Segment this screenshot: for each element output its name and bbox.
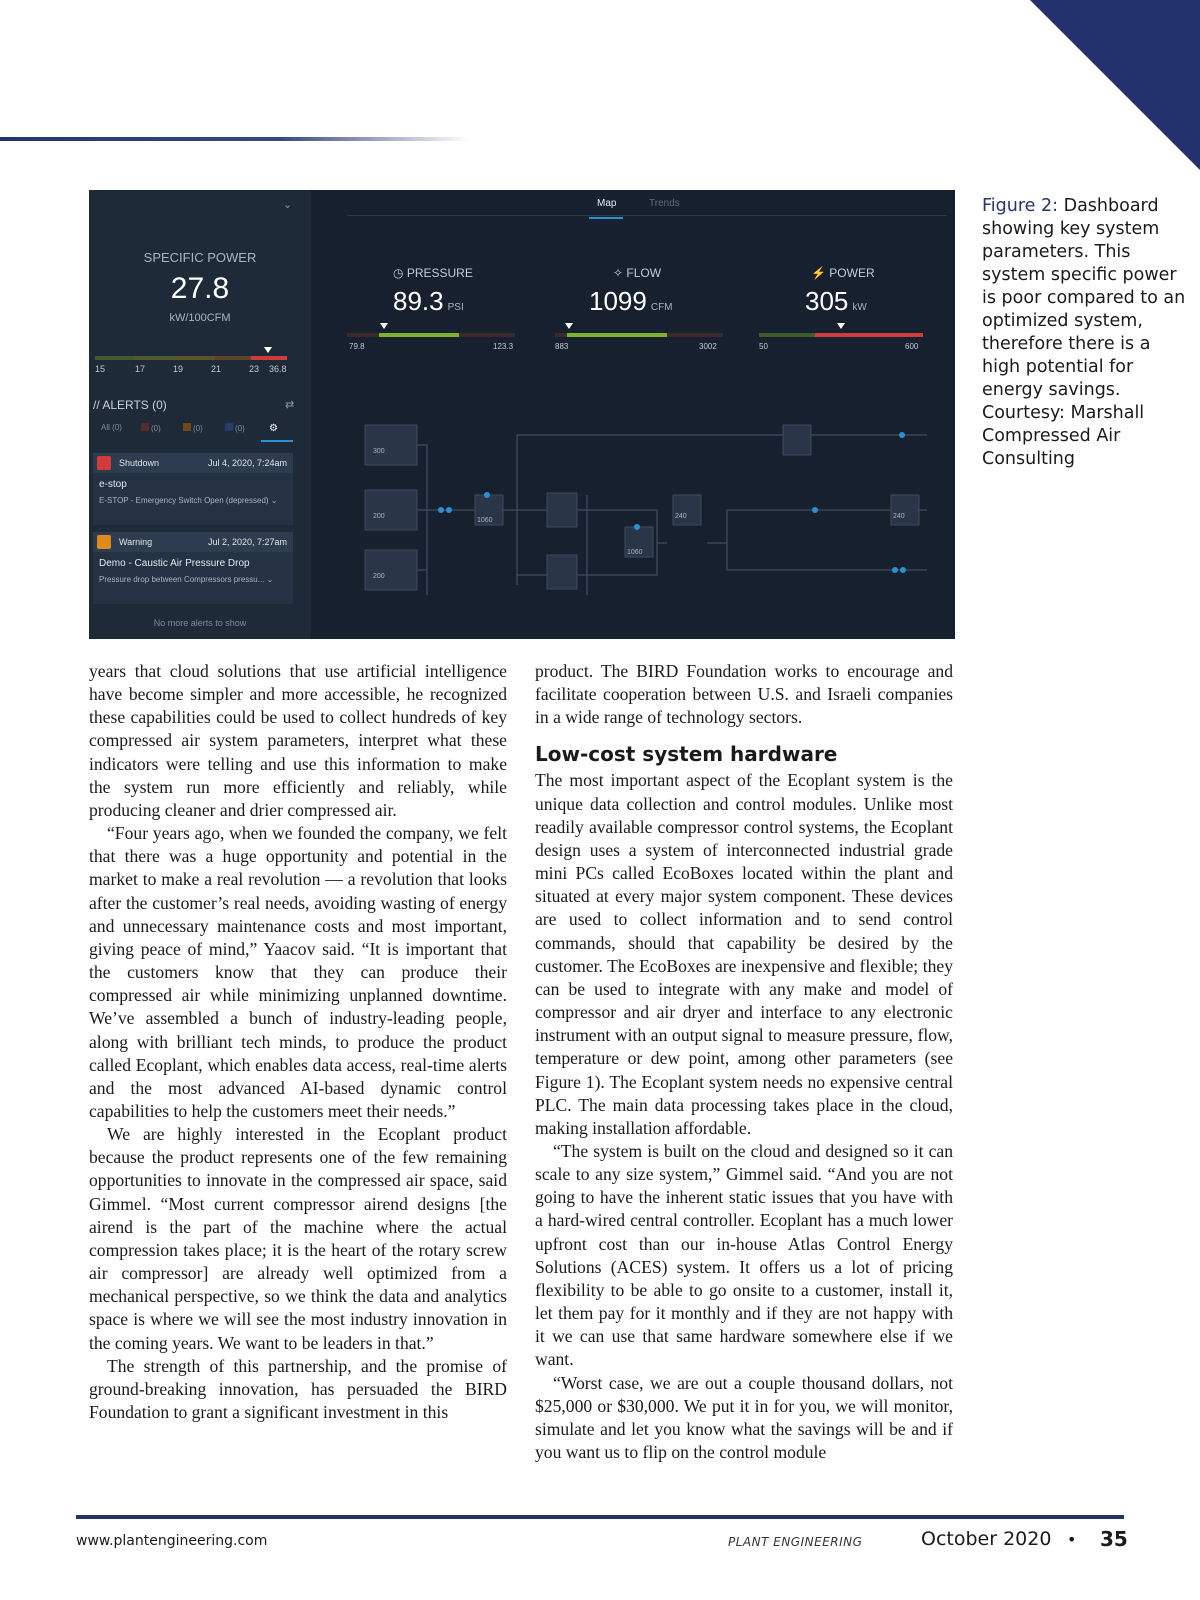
metric-unit: PSI: [447, 302, 464, 313]
warning-icon: [97, 535, 111, 549]
tank-node[interactable]: [783, 425, 811, 455]
tank-node[interactable]: [891, 495, 919, 525]
metric-label-text: POWER: [829, 266, 875, 280]
metric-unit: kW: [852, 302, 867, 313]
scale-segment-current: [251, 356, 287, 360]
magazine-name: PLANT ENGINEERING: [728, 1535, 863, 1549]
pressure-marker-icon: [380, 323, 388, 329]
specific-power-unit: kW/100CFM: [169, 312, 231, 324]
metric-unit: CFM: [650, 302, 673, 313]
pipe: [727, 543, 927, 570]
metric-number: 1099: [589, 286, 647, 316]
sensor-icon[interactable]: [446, 507, 452, 513]
scale-tick: 36.8: [269, 364, 287, 374]
chevron-down-icon[interactable]: ⌄: [270, 496, 278, 505]
metric-label-text: PRESSURE: [406, 266, 473, 280]
power-label: [811, 266, 875, 280]
pressure-min: 79.8: [349, 342, 365, 351]
pressure-range: [379, 333, 459, 337]
specific-power-label: SPECIFIC POWER: [143, 250, 257, 265]
alert-card-shutdown[interactable]: [93, 453, 293, 525]
scale-segment: [215, 356, 251, 360]
paragraph: “The system is built on the cloud and designed so it can scale to any size system,” Gimmel said. “And you are not going to have the inherent static issues that you have with a hard-wired central controller. Ecoplant has a much lower upfront cost than our in-house Atlas Control Energy Solutions (ACES) system. It offers us a lot of pricing flexibility to be able to go onsite to a customer, install it, let them pay for it monthly and if they are not happy with it we can use that same hardware somewhere else if we want.: [535, 1140, 953, 1370]
alert-date: Jul 2, 2020, 7:27am: [207, 537, 287, 547]
compressor-node[interactable]: [365, 550, 417, 590]
caption-text: Dashboard showing key system parameters. This system specific power is poor compared to an optimized system, therefore there is a high potential for energy savings. Courtesy: Marshall Compressed Air Consulting: [982, 196, 1186, 469]
alert-title: e-stop: [99, 479, 127, 490]
alert-filter-warning[interactable]: [183, 423, 203, 433]
tab-active-indicator: [589, 217, 623, 219]
alert-header: [93, 532, 293, 552]
pressure-max: 123.3: [493, 342, 514, 351]
paragraph: The most important aspect of the Ecoplant system is the unique data collection and control modules. Unlike most readily available compressor control systems, the Ecoplant design uses a system of interconnected industrial grade mini PCs called EcoBoxes located within the plant and situated at every major system component. These devices are used to collect information and to send control commands, should that capability be desired by the customer. The EcoBoxes are inexpensive and flexible; they can be used to integrate with any make and model of compressor and air dryer and interface to any electronic instrument with an output signal to measure pressure, flow, temperature or dew point, among other parameters (see Figure 1). The Ecoplant system needs no expensive central PLC. The main data processing takes place in the cloud, making installation affordable.: [535, 770, 953, 1138]
tab-map[interactable]: Map: [597, 198, 617, 209]
alert-card-warning[interactable]: [93, 532, 293, 604]
filter-count: (0): [235, 424, 245, 433]
pipe: [417, 445, 427, 595]
flow-max: 3002: [699, 342, 717, 351]
tab-trends[interactable]: Trends: [649, 198, 680, 209]
gauge-icon: ◷: [393, 266, 404, 280]
tab-divider: [347, 215, 947, 216]
header-rule: [0, 137, 470, 141]
info-icon: [225, 423, 233, 431]
bolt-icon: ⚡: [811, 266, 826, 280]
power-max: 600: [905, 342, 919, 351]
scale-marker-icon: [264, 347, 272, 353]
alert-date: Jul 4, 2020, 7:24am: [207, 458, 287, 468]
scale-tick: 23: [249, 364, 260, 374]
article-column-2: [535, 660, 953, 1464]
fan-icon: ✧: [613, 266, 624, 280]
sensor-icon[interactable]: [892, 567, 898, 573]
flow-value: [589, 286, 673, 317]
filter-icon[interactable]: ⇄: [285, 399, 295, 411]
filter-active-indicator: [261, 440, 293, 442]
sensor-icon[interactable]: [634, 524, 640, 530]
node-label: 1060: [477, 517, 493, 524]
chevron-down-icon[interactable]: ⌄: [266, 575, 274, 584]
compressor-node[interactable]: [365, 490, 417, 530]
filter-count: (0): [193, 424, 203, 433]
scale-segment: [95, 356, 135, 360]
paragraph: “Worst case, we are out a couple thousand dollars, not $25,000 or $30,000. We put it in for you, we will monitor, simulate and let you know what the savings will be and if you want us to flip on the control module: [535, 1372, 953, 1462]
metric-number: 89.3: [393, 286, 444, 316]
dashboard-figure: [89, 190, 955, 639]
shutdown-icon: [141, 423, 149, 431]
alert-detail: [93, 569, 293, 584]
alert-title: Demo - Caustic Air Pressure Drop: [99, 558, 250, 569]
shutdown-icon: [97, 456, 111, 470]
alert-detail: [93, 490, 293, 505]
flow-range: [567, 333, 667, 337]
footer-bullet: •: [1067, 1530, 1077, 1549]
node-label: 240: [893, 513, 905, 520]
sensor-icon[interactable]: [812, 507, 818, 513]
paragraph: We are highly interested in the Ecoplant product because the product represents one of the few remaining opportunities to innovate in the compressed air space, said Gimmel. “Most current compressor airend designs [the airend is the part of the machine where the actual compression takes place; it is the heart of the rotary screw air compressor] are already well optimized from a mechanical perspective, so we think the data and analytics space is where we will see the most industry innovation in the coming years. We want to be leaders in that.”: [89, 1124, 507, 1353]
alert-type: Shutdown: [119, 458, 160, 468]
paragraph: years that cloud solutions that use artificial intelligence have become simpler and more accessible, he recognized these capabilities could be used to collect hundreds of key compressed air system parameters, interpret what these indicators were telling and use this information to make the system run more efficiently and reliably, while producing cleaner and drier compressed air.: [89, 661, 507, 820]
scale-tick: 21: [211, 364, 222, 374]
caption-lead: Figure 2:: [982, 196, 1059, 216]
tank-node[interactable]: [673, 495, 701, 525]
pressure-label: [393, 266, 473, 280]
filter-count: (0): [151, 424, 161, 433]
specific-power-value: 27.8: [170, 272, 230, 305]
node-label: 1060: [627, 549, 643, 556]
power-value: [805, 286, 867, 317]
dryer-node[interactable]: [547, 493, 577, 527]
sensor-icon[interactable]: [899, 432, 905, 438]
dashboard-sidebar: [89, 190, 311, 639]
power-marker-icon: [837, 323, 845, 329]
flow-marker-icon: [565, 323, 573, 329]
no-more-alerts: No more alerts to show: [153, 618, 247, 628]
power-min: 50: [759, 342, 768, 351]
alert-filter-all[interactable]: All (0): [101, 423, 122, 432]
settings-icon[interactable]: ⚙: [269, 423, 278, 434]
pressure-value: [393, 286, 464, 317]
warning-icon: [183, 423, 191, 431]
alerts-title: // ALERTS (0): [93, 398, 167, 412]
node-label: 200: [373, 513, 385, 520]
metric-number: 305: [805, 286, 849, 316]
scale-segment: [135, 356, 175, 360]
section-heading: Low-cost system hardware: [535, 742, 838, 767]
article-column-1: [89, 660, 507, 1424]
alert-header: [93, 453, 293, 473]
sensor-icon[interactable]: [484, 492, 490, 498]
issue-date: October 2020: [921, 1528, 1052, 1550]
chevron-down-icon[interactable]: ⌄: [283, 199, 293, 211]
scale-tick: 15: [95, 364, 106, 374]
scale-tick: 17: [135, 364, 146, 374]
scale-tick: 19: [173, 364, 184, 374]
dryer-node[interactable]: [547, 555, 577, 589]
power-range: [815, 333, 923, 337]
alert-detail-text: E-STOP - Emergency Switch Open (depressed): [99, 496, 269, 505]
paragraph: “Four years ago, when we founded the company, we felt that there was a huge opportunity and potential in the market to make a real revolution — a revolution that looks after the customer’s real needs, avoiding wasting of energy and unnecessary maintenance costs and most important, giving peace of mind,” Yaacov said. “It is important that the customers know that they can produce their compressed air while minimizing unplanned downtime. We’ve assembled a bunch of industry-leading people, along with brilliant tech minds, to produce the product called Ecoplant, which enables data access, real-time alerts and the most advanced AI-based dynamic control capabilities to help the customers meet their needs.”: [89, 823, 507, 1121]
node-label: 200: [373, 573, 385, 580]
paragraph: The strength of this partnership, and the promise of ground-breaking innovation, has persuaded the BIRD Foundation to grant a significant investment in this: [89, 1355, 507, 1422]
compressor-node[interactable]: [365, 425, 417, 465]
footer-rule: [76, 1515, 1124, 1519]
flow-min: 883: [555, 342, 569, 351]
alert-filter-shutdown[interactable]: [141, 423, 161, 433]
paragraph: product. The BIRD Foundation works to encourage and facilitate cooperation between U.S. and Israeli companies in a wide range of technology sectors.: [535, 661, 953, 728]
alert-filter-info[interactable]: [225, 423, 245, 433]
corner-triangle: [1030, 0, 1200, 170]
scale-segment: [175, 356, 215, 360]
alert-type: Warning: [119, 537, 153, 547]
flow-label: [613, 266, 661, 280]
alert-detail-text: Pressure drop between Compressors pressu...: [99, 575, 265, 584]
metric-label-text: FLOW: [626, 266, 662, 280]
sensor-icon[interactable]: [438, 507, 444, 513]
page-number: 35: [1100, 1527, 1128, 1551]
figure-caption: [982, 195, 1192, 471]
node-label: 240: [675, 513, 687, 520]
sensor-icon[interactable]: [900, 567, 906, 573]
node-label: 300: [373, 448, 385, 455]
footer-url[interactable]: www.plantengineering.com: [76, 1533, 268, 1549]
system-map-diagram: [347, 395, 947, 595]
